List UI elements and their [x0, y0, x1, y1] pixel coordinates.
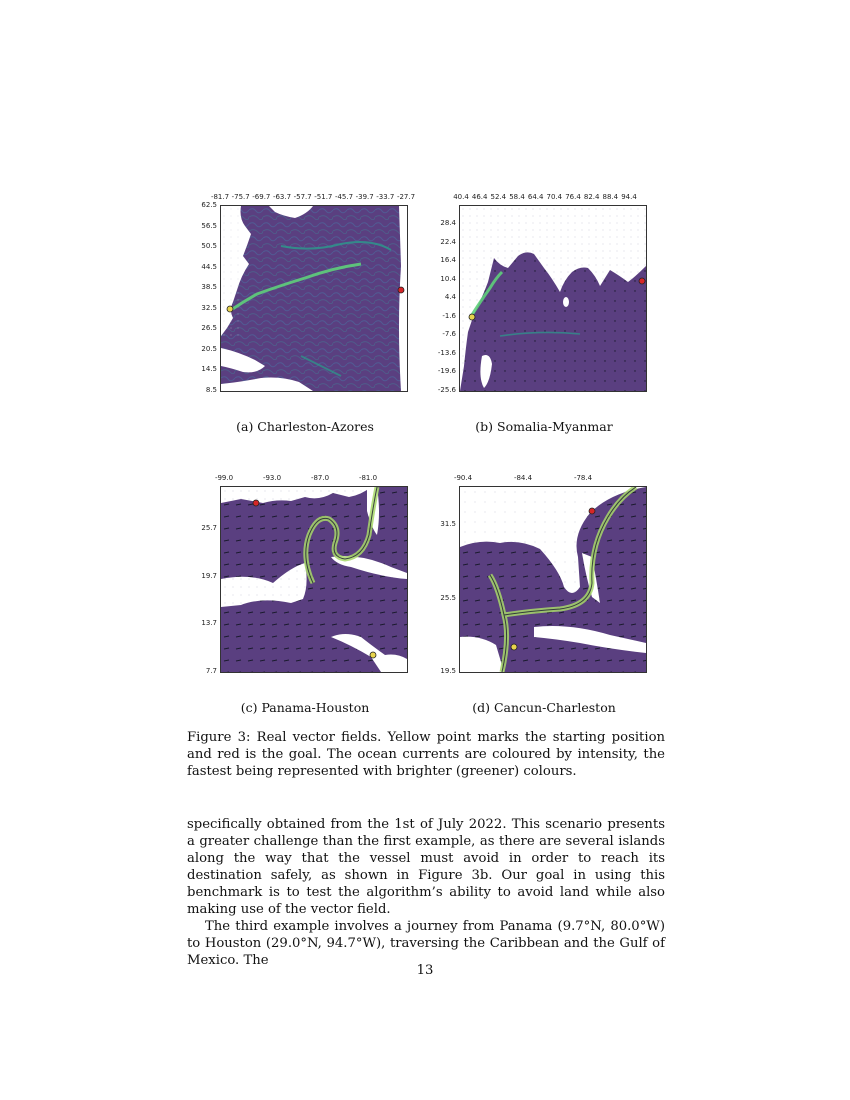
x-tick-label: -90.4: [453, 474, 473, 482]
y-tick-label: 14.5: [201, 365, 217, 374]
y-tick-label: -7.6: [442, 330, 456, 339]
goal-marker-b: [639, 278, 645, 284]
y-tick-label: -19.6: [437, 367, 456, 376]
caption-a: (a) Charleston-Azores: [236, 419, 374, 434]
vector-field-map-a: [221, 206, 407, 391]
x-tick-label: -39.7: [355, 193, 374, 201]
start-marker-b: [469, 314, 475, 320]
page-number: 13: [416, 963, 434, 978]
x-tick-label: -81.0: [358, 474, 378, 482]
x-tick-label: -99.0: [214, 474, 234, 482]
y-tick-label: 8.5: [205, 386, 217, 394]
x-tick-label: 76.4: [565, 193, 581, 201]
figure-caption: Figure 3: Real vector fields. Yellow point marks the starting position and red is the goal. The ocean currents are coloured by intensity, the fastest being represented with brighter (greener) colours.: [187, 730, 665, 779]
x-tick-label: -57.7: [293, 193, 312, 201]
x-tick-label: 82.4: [583, 193, 600, 201]
y-tick-label: 25.5: [440, 593, 456, 602]
y-tick-label: 13.7: [201, 619, 217, 628]
y-tick-label: 7.7: [205, 667, 217, 675]
x-tick-label: -51.7: [314, 193, 333, 201]
y-tick-label: 38.5: [201, 283, 217, 292]
x-tick-label: -93.0: [262, 474, 282, 482]
plot-a: [220, 205, 408, 392]
x-tick-label: -27.7: [396, 193, 416, 201]
x-tick-label: 52.4: [490, 193, 507, 201]
vector-field-map-b: [460, 206, 646, 391]
plot-d: [459, 486, 647, 673]
y-tick-label: 28.4: [440, 219, 456, 227]
x-tick-label: -78.4: [573, 474, 593, 482]
y-tick-label: 56.5: [201, 221, 217, 230]
start-marker-d: [511, 644, 517, 650]
x-tick-label: -45.7: [334, 193, 354, 201]
caption-d: (d) Cancun-Charleston: [472, 700, 616, 715]
x-tick-label: -84.4: [513, 474, 533, 482]
y-tick-label: 44.5: [201, 262, 217, 271]
y-tick-label: -13.6: [437, 348, 456, 357]
x-tick-label: -81.7: [210, 193, 230, 201]
x-tick-label: 46.4: [471, 193, 488, 201]
goal-marker-a: [398, 287, 404, 293]
x-tick-label: 70.4: [546, 193, 563, 201]
start-marker-c: [370, 652, 376, 658]
x-tick-label: -75.7: [231, 193, 250, 201]
x-tick-label: 40.4: [453, 193, 469, 201]
y-tick-label: 62.5: [201, 201, 217, 209]
caption-c: (c) Panama-Houston: [240, 700, 370, 715]
goal-marker-c: [253, 500, 259, 506]
x-tick-label: 58.4: [509, 193, 525, 201]
y-tick-label: -1.6: [442, 311, 456, 320]
x-tick-label: 88.4: [602, 193, 619, 201]
paragraph-2: The third example involves a journey from Panama (9.7°N, 80.0°W) to Houston (29.0°N, 94.7°W), traversing the Caribbean and the Gulf of Mexico. The: [187, 919, 665, 968]
y-tick-label: 31.5: [440, 520, 456, 528]
y-tick-label: 26.5: [201, 324, 217, 333]
start-marker-a: [227, 306, 233, 312]
x-tick-label: -63.7: [272, 193, 292, 201]
y-tick-label: 22.4: [440, 237, 456, 246]
goal-marker-d: [589, 508, 595, 514]
y-tick-label: 20.5: [201, 344, 217, 353]
vector-field-map-d: [460, 487, 646, 672]
x-tick-label: 64.4: [527, 193, 544, 201]
y-tick-label: 10.4: [440, 274, 456, 283]
x-tick-label: -69.7: [252, 193, 271, 201]
paragraph-1: specifically obtained from the 1st of July 2022. This scenario presents a greater challenge than the first example, as there are several islands along the way that the vessel must avoid in order to reach its destination safely, as shown in Figure 3b. Our goal in using this benchmark is to test the algorithm’s ability to avoid land while also making use of the vector field.: [187, 817, 665, 917]
x-tick-label: -33.7: [376, 193, 395, 201]
vector-field-map-c: [221, 487, 407, 672]
x-tick-label: -87.0: [310, 474, 330, 482]
plot-c: [220, 486, 408, 673]
y-tick-label: 25.7: [201, 524, 217, 532]
y-tick-label: 4.4: [444, 293, 456, 302]
plot-b: [459, 205, 647, 392]
y-tick-label: 32.5: [201, 303, 217, 312]
y-tick-label: -25.6: [437, 386, 456, 394]
y-tick-label: 19.7: [201, 571, 217, 580]
y-tick-label: 16.4: [440, 256, 456, 265]
y-tick-label: 50.5: [201, 242, 217, 251]
body-text: [187, 816, 665, 969]
x-tick-label: 94.4: [621, 193, 637, 201]
caption-b: (b) Somalia-Myanmar: [475, 419, 613, 434]
y-tick-label: 19.5: [440, 667, 456, 675]
